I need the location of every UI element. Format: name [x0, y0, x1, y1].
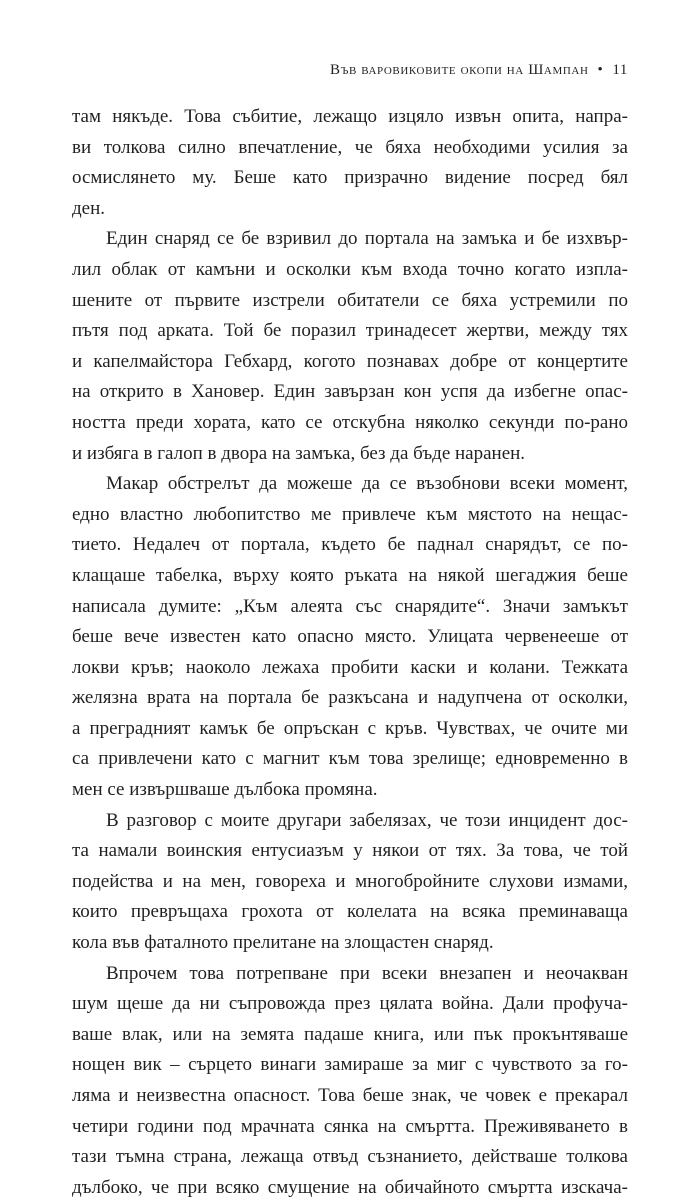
text-line: ляма и неизвестна опасност. Това беше знак, че човек е прекарал: [72, 1085, 628, 1106]
paragraph: [72, 102, 628, 224]
text-line: клащаше табелка, върху която ръката на някой шегаджия беше: [72, 564, 628, 586]
paragraph: [72, 469, 628, 806]
text-line: дълбоко, че при всяко смущение на обичайното смъртта изскача-: [72, 1176, 628, 1198]
text-line: шум щеше да ни съпровожда през цялата война. Дали профуча-: [72, 993, 628, 1015]
text-line: ността преди хората, като се отскубна няколко секунди по-рано: [72, 411, 628, 433]
text-line: Впрочем това потрепване при всеки внезапен и неочакван: [106, 962, 628, 984]
text-line: пътя под арката. Той бе поразил тринадесет жертви, между тях: [72, 320, 628, 342]
body-text: [72, 102, 628, 1203]
text-line: нощен вик – сърцето винаги замираше за миг с чувството за го-: [72, 1054, 628, 1076]
text-line: ден.: [72, 197, 106, 219]
text-line: беше вече известен като опасно място. Улицата червенееше от: [72, 626, 628, 648]
text-line: и капелмайстора Гебхард, когото познавах добре от концертите: [72, 350, 628, 372]
page-number: 11: [612, 62, 628, 78]
text-line: В разговор с моите другари забелязах, че този инцидент дос-: [106, 809, 628, 831]
text-line: едно властно любопитство ме привлече към мястото на нещас-: [72, 503, 628, 525]
text-line: четири години под мрачната сянка на смъртта. Преживяването в: [72, 1115, 628, 1137]
running-header: [330, 62, 628, 79]
text-line: тието. Недалеч от портала, където бе паднал снарядът, се по-: [72, 534, 628, 556]
text-line: ваше влак, или на земята падаше книга, или пък прокънтяваше: [72, 1023, 628, 1045]
paragraph: [72, 959, 628, 1203]
text-line: ви толкова силно впечатление, че бяха необходими усилия за: [72, 136, 628, 158]
text-line: и избяга в галоп в двора на замъка, без да бъде наранен.: [72, 442, 526, 464]
text-line: написала думите: „Към алеята със снарядите“. Значи замъкът: [72, 595, 628, 617]
text-line: които превръщаха грохота от колелата на всяка преминаваща: [72, 901, 628, 923]
text-line: са привлечени като с магнит към това зрелище; едновременно в: [72, 748, 628, 770]
paragraph: [72, 806, 628, 959]
text-line: Макар обстрелът да можеше да се възобнови всеки момент,: [106, 473, 628, 495]
text-line: та намали воинския ентусиазъм у някои от тях. За това, че той: [72, 840, 628, 862]
text-line: Един снаряд се бе взривил до портала на замъка и бе изхвър-: [106, 228, 628, 250]
text-line: локви кръв; наоколо лежаха пробити каски и колани. Тежката: [72, 656, 628, 678]
text-line: осмислянето му. Беше като призрачно видение посред бял: [72, 167, 628, 189]
paragraph: [72, 224, 628, 469]
text-line: на открито в Хановер. Един завързан кон успя да избегне опас-: [72, 381, 628, 403]
text-line: тази тъмна страна, лежаща отвъд съзнанието, действаше толкова: [72, 1146, 628, 1168]
text-line: мен се извършваше дълбока промяна.: [72, 779, 378, 801]
text-line: лил облак от камъни и осколки към входа точно когато изпла-: [72, 258, 628, 280]
text-line: шените от първите изстрели обитатели се бяха устремили по: [72, 289, 628, 311]
text-line: подейства и на мен, говореха и многобройните слухови измами,: [72, 870, 628, 892]
text-line: а преградният камък бе опръскан с кръв. Чувствах, че очите ми: [72, 717, 628, 739]
text-line: там някъде. Това събитие, лежащо изцяло извън опита, напра-: [72, 106, 628, 127]
text-line: желязна врата на портала бе разкъсана и надупчена от осколки,: [72, 687, 628, 709]
text-line: кола във фаталното прелитане на злощастен снаряд.: [72, 932, 494, 954]
running-header-title: Във варовиковите окопи на Шампан: [329, 62, 589, 78]
running-header-separator: •: [597, 62, 604, 78]
